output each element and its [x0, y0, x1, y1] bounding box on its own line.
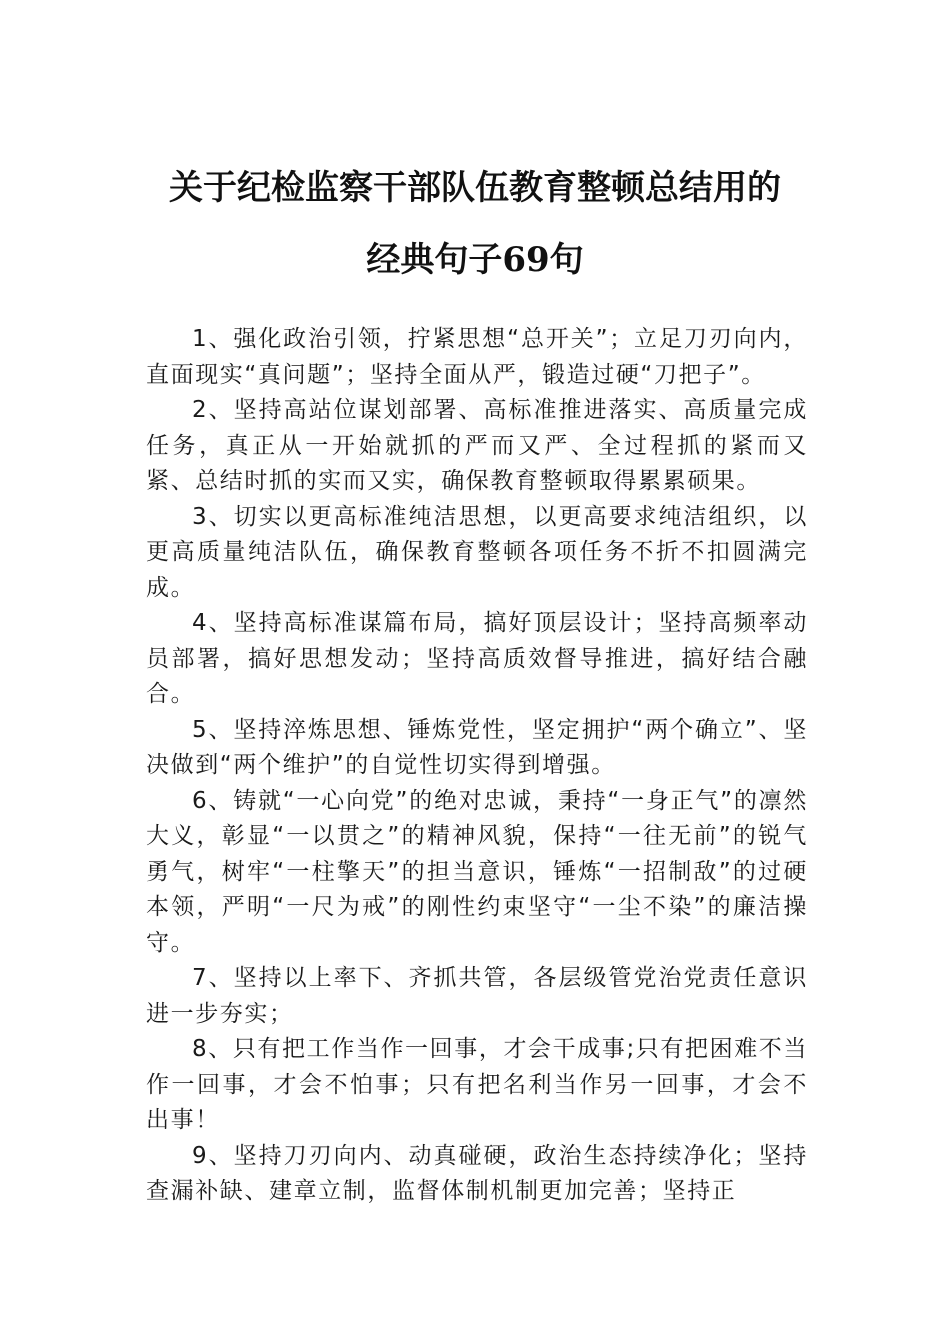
document-body [146, 322, 808, 1210]
paragraph-8: 8、只有把工作当作一回事，才会干成事;只有把困难不当作一回事，才会不怕事；只有把名利当作另一回事，才会不出事！ [146, 1036, 808, 1133]
paragraph-5: 5、坚持淬炼思想、锤炼党性，坚定拥护“两个确立”、坚决做到“两个维护”的自觉性切实得到增强。 [146, 716, 808, 778]
paragraph-1: 1、强化政治引领，拧紧思想“总开关”；立足刀刃向内，直面现实“真问题”；坚持全面从严，锻造过硬“刀把子”。 [146, 326, 808, 388]
paragraph-7: 7、坚持以上率下、齐抓共管，各层级管党治党责任意识进一步夯实； [146, 965, 808, 1027]
paragraph-6: 6、铸就“一心向党”的绝对忠诚，秉持“一身正气”的凛然大义，彰显“一以贯之”的精神风貌，保持“一往无前”的锐气勇气，树牢“一柱擎天”的担当意识，锤炼“一招制敌”的过硬本领，严明“一尺为戒”的刚性约束坚守“一尘不染”的廉洁操守。 [146, 787, 808, 956]
document-title-line-1: 关于纪检监察干部队伍教育整顿总结用的 [169, 168, 781, 208]
paragraph-3: 3、切实以更高标准纯洁思想，以更高要求纯洁组织，以更高质量纯洁队伍，确保教育整顿各项任务不折不扣圆满完成。 [146, 503, 808, 601]
paragraph-4: 4、坚持高标准谋篇布局，搞好顶层设计；坚持高频率动员部署，搞好思想发动；坚持高质效督导推进，搞好结合融合。 [146, 610, 808, 707]
document-title-line-2: 经典句子69句 [366, 240, 584, 280]
paragraph-2: 2、坚持高站位谋划部署、高标准推进落实、高质量完成任务，真正从一开始就抓的严而又严、全过程抓的紧而又紧、总结时抓的实而又实，确保教育整顿取得累累硕果。 [146, 397, 808, 494]
paragraph-9: 9、坚持刀刃向内、动真碰硬，政治生态持续净化；坚持查漏补缺、建章立制，监督体制机制更加完善；坚持正 [146, 1142, 808, 1204]
